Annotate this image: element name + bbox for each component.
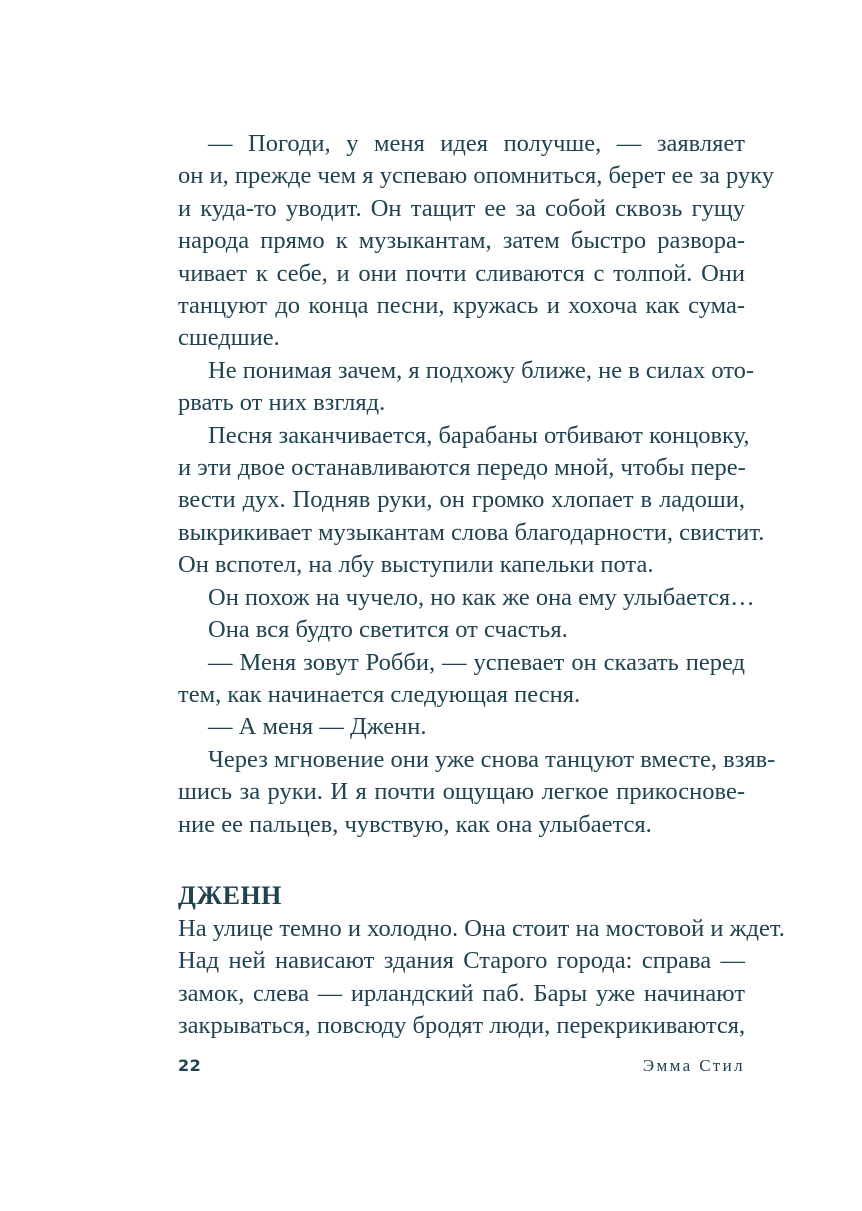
text-line: сшедшие. xyxy=(178,324,280,352)
text-line: Он вспотел, на лбу выступили капельки пота. xyxy=(178,551,654,579)
text-line: Над ней нависают здания Старого города: справа — xyxy=(178,947,745,975)
text-line: — А меня — Дженн. xyxy=(208,713,427,741)
text-line: Песня заканчивается, барабаны отбивают концовку, xyxy=(208,421,750,449)
paragraph xyxy=(178,420,765,582)
text-line: и куда-то уводит. Он тащит ее за собой сквозь гущу xyxy=(178,194,745,222)
running-head-author: Эмма Стил xyxy=(642,1056,745,1075)
paragraph xyxy=(178,614,745,646)
text-line: Он похож на чучело, но как же она ему улыбается… xyxy=(208,583,755,611)
text-line: закрываться, повсюду бродят люди, перекрикиваются, xyxy=(178,1012,746,1040)
text-line: Она вся будто светится от счастья. xyxy=(208,616,568,644)
paragraph xyxy=(178,582,755,614)
text-line: ние ее пальцев, чувствую, как она улыбается. xyxy=(178,810,652,838)
narrative-block xyxy=(178,128,776,841)
text-line: танцуют до конца песни, кружась и хохоча как сума- xyxy=(178,292,745,320)
text-line: тем, как начинается следующая песня. xyxy=(178,680,581,708)
section-title: ДЖЕНН xyxy=(178,880,282,910)
text-line: — Меня зовут Робби, — успевает он сказать перед xyxy=(208,648,745,676)
text-line: народа прямо к музыкантам, затем быстро развора- xyxy=(178,227,745,255)
text-line: вести дух. Подняв руки, он громко хлопает в ладоши, xyxy=(178,486,745,514)
paragraph xyxy=(178,913,785,1043)
paragraph xyxy=(178,647,745,712)
text-line: Через мгновение они уже снова танцуют вместе, взяв- xyxy=(208,745,776,773)
page-footer xyxy=(178,1056,745,1080)
paragraph xyxy=(178,128,775,355)
text-line: Не понимая зачем, я подхожу ближе, не в силах ото- xyxy=(208,356,755,384)
text-line: выкрикивает музыкантам слова благодарности, свистит. xyxy=(178,518,765,546)
section-spacer xyxy=(178,841,745,879)
text-line: — Погоди, у меня идея получше, — заявляет xyxy=(208,130,745,157)
paragraph xyxy=(178,744,776,841)
paragraph xyxy=(178,711,745,743)
text-line: замок, слева — ирландский паб. Бары уже начинают xyxy=(178,979,745,1007)
book-page-body xyxy=(178,128,785,1043)
text-line: рвать от них взгляд. xyxy=(178,389,386,417)
paragraph xyxy=(178,355,755,420)
text-line: и эти двое останавливаются передо мной, чтобы пере- xyxy=(178,454,746,482)
text-line: он и, прежде чем я успеваю опомниться, берет ее за руку xyxy=(178,162,775,190)
section-opening-paragraph xyxy=(178,913,785,1043)
text-line: На улице темно и холодно. Она стоит на мостовой и ждет. xyxy=(178,914,785,942)
page-number: 22 xyxy=(178,1056,202,1075)
text-line: шись за руки. И я почти ощущаю легкое прикоснове- xyxy=(178,778,745,806)
text-line: чивает к себе, и они почти сливаются с толпой. Они xyxy=(178,259,745,287)
